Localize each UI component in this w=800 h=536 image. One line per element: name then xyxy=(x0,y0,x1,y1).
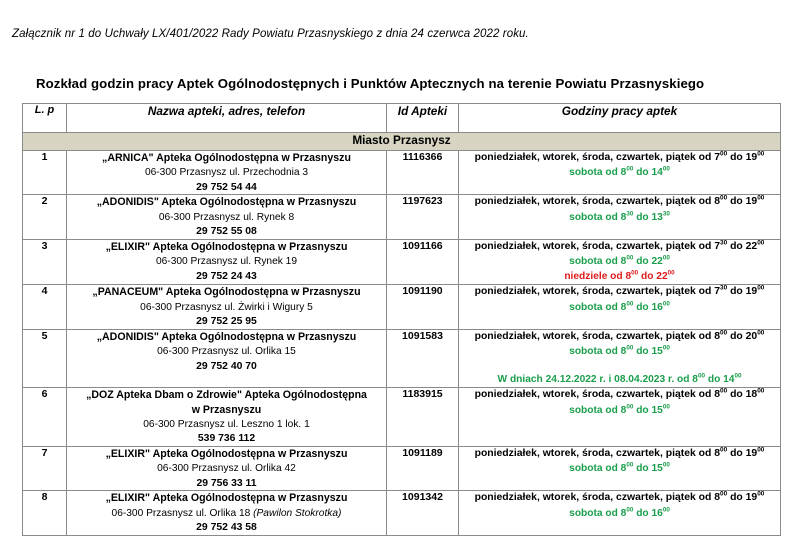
hours-special-note: W dniach 24.12.2022 r. i 08.04.2023 r. od $8^{00}$ do $14^{00}$ xyxy=(497,372,742,386)
pharmacy-details xyxy=(67,388,387,447)
table-header-row xyxy=(23,104,781,133)
table-row xyxy=(23,151,781,195)
pharmacy-details xyxy=(67,285,387,329)
pharmacy-id: 1091342 xyxy=(387,491,459,535)
table-row xyxy=(23,285,781,329)
pharmacy-name: „ELIXIR" Apteka Ogólnodostępna w Przasnyszu xyxy=(105,492,348,505)
pharmacy-phone: 29 752 25 95 xyxy=(196,316,257,328)
hours-saturday: sobota od $8^{00}$ do $22^{00}$ xyxy=(569,254,670,268)
hours-weekday: poniedziałek, wtorek, środa, czwartek, piątek od $7^{30}$ do $19^{00}$ xyxy=(474,284,765,298)
pharmacy-venue: (Pawilon Stokrotka) xyxy=(253,507,342,519)
table-header xyxy=(23,104,781,133)
pharmacy-details xyxy=(67,151,387,195)
pharmacy-name: „ELIXIR" Apteka Ogólnodostępna w Przasnyszu xyxy=(105,240,348,253)
pharmacy-name: „PANACEUM" Apteka Ogólnodostępna w Przasnyszu xyxy=(92,286,361,299)
pharmacy-details xyxy=(67,239,387,285)
pharmacy-id: 1116366 xyxy=(387,151,459,195)
pharmacy-phone: 29 752 54 44 xyxy=(196,181,257,193)
pharmacy-name: „DOZ Apteka Dbam o Zdrowie" Apteka Ogólnodostępna xyxy=(86,389,367,402)
opening-hours xyxy=(459,239,781,285)
hours-weekday: poniedziałek, wtorek, środa, czwartek, piątek od $8^{00}$ do $20^{00}$ xyxy=(474,329,765,342)
pharmacy-id: 1183915 xyxy=(387,388,459,447)
table-body xyxy=(23,133,781,536)
attachment-reference-line: Załącznik nr 1 do Uchwały LX/401/2022 Rady Powiatu Przasnyskiego z dnia 24 czerwca 2022 roku. xyxy=(12,28,529,40)
column-header-name: Nazwa apteki, adres, telefon xyxy=(67,104,387,133)
hours-saturday: sobota od $8^{00}$ do $16^{00}$ xyxy=(569,506,670,519)
table-row xyxy=(23,388,781,447)
pharmacy-phone: 29 752 24 43 xyxy=(196,270,257,282)
table-row xyxy=(23,195,781,239)
hours-weekday: poniedziałek, wtorek, środa, czwartek, piątek od $7^{30}$ do $22^{00}$ xyxy=(474,239,765,252)
pharmacy-id: 1091583 xyxy=(387,329,459,388)
pharmacy-details xyxy=(67,446,387,490)
row-number: 6 xyxy=(23,388,67,447)
pharmacy-details xyxy=(67,491,387,535)
opening-hours xyxy=(459,151,781,195)
row-number: 2 xyxy=(23,195,67,239)
hours-weekday: poniedziałek, wtorek, środa, czwartek, piątek od $8^{00}$ do $19^{00}$ xyxy=(474,195,765,208)
pharmacy-phone: 29 756 33 11 xyxy=(196,477,257,489)
opening-hours xyxy=(459,195,781,239)
table-row xyxy=(23,239,781,285)
hours-weekday: poniedziałek, wtorek, środa, czwartek, piątek od $8^{00}$ do $19^{00}$ xyxy=(474,490,765,504)
pharmacy-phone: 29 752 40 70 xyxy=(196,360,257,372)
opening-hours xyxy=(459,285,781,329)
column-header-hours: Godziny pracy aptek xyxy=(459,104,781,133)
row-number: 7 xyxy=(23,446,67,490)
row-number: 5 xyxy=(23,329,67,388)
opening-hours xyxy=(459,329,781,388)
pharmacy-phone: 29 752 55 08 xyxy=(196,226,257,238)
pharmacy-details xyxy=(67,195,387,239)
hours-saturday: sobota od $8^{00}$ do $14^{00}$ xyxy=(569,165,670,179)
hours-saturday: sobota od $8^{30}$ do $13^{30}$ xyxy=(569,210,670,223)
table-row xyxy=(23,491,781,535)
pharmacy-name: „ADONIDIS" Apteka Ogólnodostępna w Przasnyszu xyxy=(96,196,357,209)
column-header-id: Id Apteki xyxy=(387,104,459,133)
pharmacy-id: 1197623 xyxy=(387,195,459,239)
hours-weekday: poniedziałek, wtorek, środa, czwartek, piątek od $7^{00}$ do $19^{00}$ xyxy=(474,150,765,163)
pharmacy-phone: 29 752 43 58 xyxy=(196,522,257,534)
opening-hours xyxy=(459,491,781,535)
section-banner-row xyxy=(23,133,781,151)
hours-sunday: niedziele od $8^{00}$ do $22^{00}$ xyxy=(564,269,675,283)
row-number: 3 xyxy=(23,239,67,285)
hours-saturday: sobota od $8^{00}$ do $15^{00}$ xyxy=(569,344,670,358)
pharmacy-address: 06-300 Przasnysz ul. Przechodnia 3 xyxy=(144,167,309,179)
pharmacy-address: 06-300 Przasnysz ul. Rynek 19 xyxy=(156,256,297,268)
page-title: Rozkład godzin pracy Aptek Ogólnodostępnych i Punktów Aptecznych na terenie Powiatu Przasnyskiego xyxy=(36,76,705,91)
pharmacy-name: „ARNICA" Apteka Ogólnodostępna w Przasnyszu xyxy=(102,152,351,164)
hours-saturday: sobota od $8^{00}$ do $15^{00}$ xyxy=(569,461,670,475)
opening-hours xyxy=(459,446,781,490)
pharmacy-address: 06-300 Przasnysz ul. Rynek 8 xyxy=(158,211,295,223)
pharmacy-name: „ADONIDIS" Apteka Ogólnodostępna w Przasnyszu xyxy=(96,330,357,343)
pharmacy-schedule-table xyxy=(22,103,781,536)
pharmacy-address: 06-300 Przasnysz ul. Orlika 18 (Pawilon Stokrotka) xyxy=(111,507,342,519)
pharmacy-address: 06-300 Przasnysz ul. Orlika 15 xyxy=(157,346,296,357)
table-row xyxy=(23,329,781,388)
row-number: 4 xyxy=(23,285,67,329)
table-row xyxy=(23,446,781,490)
pharmacy-id: 1091166 xyxy=(387,239,459,285)
pharmacy-id: 1091190 xyxy=(387,285,459,329)
hours-weekday: poniedziałek, wtorek, środa, czwartek, piątek od $8^{00}$ do $19^{00}$ xyxy=(474,446,765,459)
hours-saturday: sobota od $8^{00}$ do $15^{00}$ xyxy=(569,403,670,416)
row-number: 1 xyxy=(23,151,67,195)
pharmacy-address: 06-300 Przasnysz ul. Leszno 1 lok. 1 xyxy=(143,418,310,430)
opening-hours xyxy=(459,388,781,447)
pharmacy-address: 06-300 Przasnysz ul. Orlika 42 xyxy=(157,463,296,475)
pharmacy-phone: 539 736 112 xyxy=(197,433,256,445)
pharmacy-name: „ELIXIR" Apteka Ogólnodostępna w Przasnyszu xyxy=(105,447,348,460)
hours-saturday: sobota od $8^{00}$ do $16^{00}$ xyxy=(569,300,670,313)
column-header-lp: L. p xyxy=(23,104,67,133)
row-number: 8 xyxy=(23,491,67,535)
hours-weekday: poniedziałek, wtorek, środa, czwartek, piątek od $8^{00}$ do $18^{00}$ xyxy=(474,387,765,401)
section-banner-label: Miasto Przasnysz xyxy=(23,133,781,151)
pharmacy-id: 1091189 xyxy=(387,446,459,490)
pharmacy-name-line2: w Przasnyszu xyxy=(191,403,262,416)
pharmacy-address: 06-300 Przasnysz ul. Żwirki i Wigury 5 xyxy=(140,301,313,313)
pharmacy-details xyxy=(67,329,387,388)
